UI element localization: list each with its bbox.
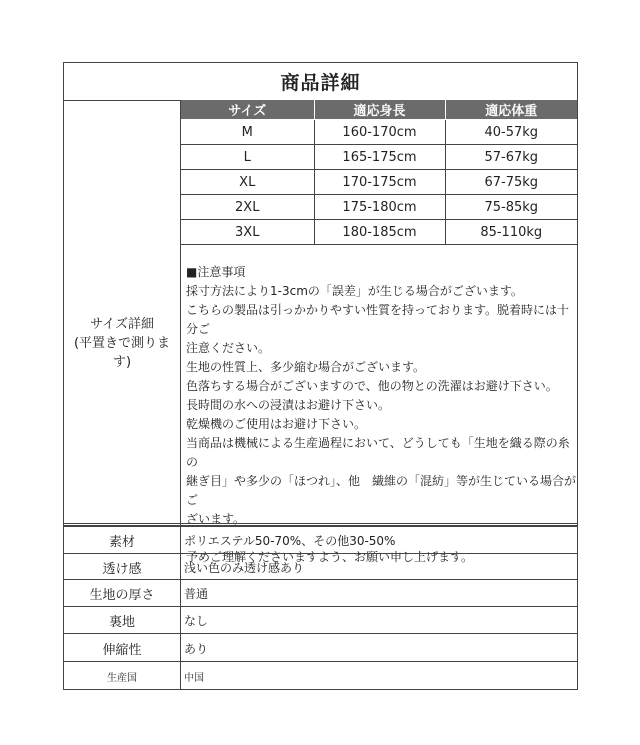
size-cell: 2XL <box>181 195 314 220</box>
header-size: サイズ <box>181 100 314 120</box>
size-label-line: す) <box>112 354 132 370</box>
note-line: こちらの製品は引っかかりやすい性質を持っております。脱着時には十分ご <box>186 303 570 336</box>
attr-value: あり <box>184 641 209 656</box>
weight-cell: 57-67kg <box>445 145 577 170</box>
weight-cell: 40-57kg <box>445 120 577 145</box>
note-line: 乾燥機のご使用はお避け下さい。 <box>186 417 367 431</box>
attr-row-lining <box>64 606 577 634</box>
size-label-line: (平置きで測りま <box>73 335 171 351</box>
attr-key: 伸縮性 <box>64 634 181 662</box>
size-cell: M <box>181 120 314 145</box>
size-cell: 3XL <box>181 220 314 245</box>
note-line: 予めご理解くださいますよう、お願い申し上げます。 <box>186 550 474 564</box>
height-cell: 160-170cm <box>314 120 445 145</box>
attr-key: 生産国 <box>64 662 181 690</box>
size-detail-label <box>64 100 181 586</box>
size-label-line: サイズ詳細 <box>90 316 154 332</box>
size-cell: XL <box>181 170 314 195</box>
attr-value: 普通 <box>184 587 209 601</box>
height-cell: 165-175cm <box>314 145 445 170</box>
note-line: 生地の性質上、多少縮む場合がございます。 <box>186 360 426 374</box>
table-row <box>181 195 577 220</box>
attr-value: 浅い色のみ透け感あり <box>184 560 305 575</box>
header-height: 適応身長 <box>314 100 445 120</box>
weight-cell: 75-85kg <box>445 195 577 220</box>
note-line: 注意ください。 <box>186 341 271 355</box>
note-line: ざいます。 <box>186 512 246 526</box>
header-weight: 適応体重 <box>445 100 577 120</box>
size-chart-table <box>181 100 577 245</box>
note-line: 長時間の水への浸漬はお避け下さい。 <box>186 398 391 412</box>
table-row <box>181 220 577 245</box>
attr-row-material <box>64 526 577 554</box>
weight-cell: 67-75kg <box>445 170 577 195</box>
attr-row-thickness <box>64 579 577 607</box>
attr-row-origin <box>64 661 577 690</box>
size-cell: L <box>181 145 314 170</box>
note-line: 継ぎ目」や多少の「ほつれ」、他 繊維の「混紡」等が生じている場合がご <box>186 474 577 507</box>
note-line: 当商品は機械による生産過程において、どうしても「生地を織る際の糸の <box>186 436 570 469</box>
attr-key: 生地の厚さ <box>64 580 181 607</box>
attr-value: 中国 <box>184 672 204 684</box>
notes-heading: ■注意事項 <box>186 265 246 279</box>
table-row <box>181 170 577 195</box>
note-line: 採寸方法により1-3cmの「誤差」が生じる場合がございます。 <box>186 284 523 298</box>
attr-key: 透け感 <box>64 554 181 580</box>
page-title: 商品詳細 <box>64 63 577 101</box>
attr-row-sheerness <box>64 553 577 580</box>
caution-notes <box>186 263 578 567</box>
attr-value: ポリエステル50-70%、その他30-50% <box>184 534 396 548</box>
product-detail-sheet <box>63 62 578 690</box>
note-line: 色落ちする場合がございますので、他の物との洗濯はお避け下さい。 <box>186 379 558 393</box>
table-row <box>181 145 577 170</box>
table-row <box>181 120 577 145</box>
weight-cell: 85-110kg <box>445 220 577 245</box>
attr-key: 裏地 <box>64 607 181 634</box>
attr-value: なし <box>184 614 209 628</box>
height-cell: 170-175cm <box>314 170 445 195</box>
height-cell: 180-185cm <box>314 220 445 245</box>
size-table-header-row <box>181 100 577 120</box>
height-cell: 175-180cm <box>314 195 445 220</box>
attr-key: 素材 <box>64 527 181 554</box>
attr-row-stretch <box>64 633 577 662</box>
